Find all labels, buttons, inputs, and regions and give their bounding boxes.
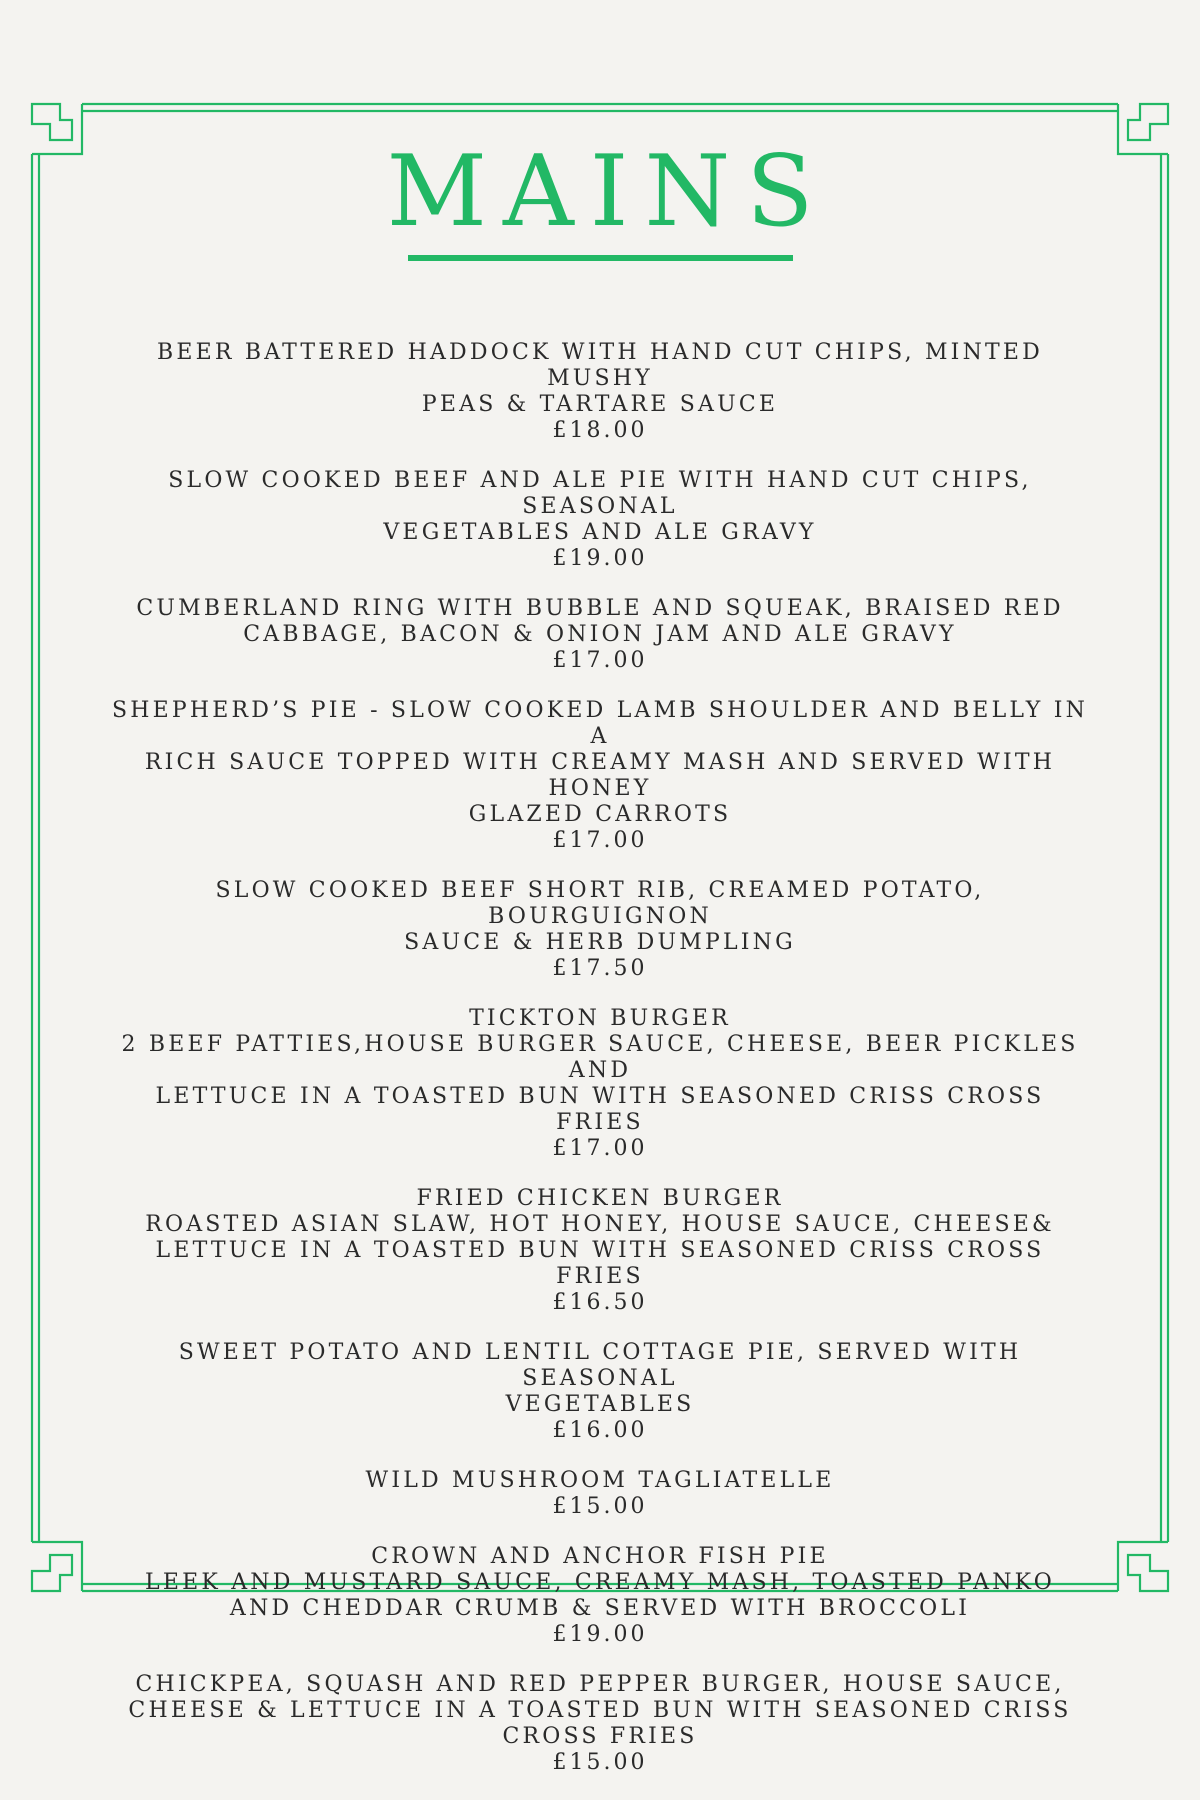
menu-item-price: £18.00 — [552, 418, 648, 443]
menu-item — [110, 340, 1090, 444]
menu-item-price: £16.50 — [552, 1290, 648, 1315]
menu-item-description: SWEET POTATO AND LENTIL COTTAGE PIE, SERVED WITH SEASONAL — [178, 1340, 1022, 1391]
menu-item — [110, 468, 1090, 572]
menu-item-description: CUMBERLAND RING WITH BUBBLE AND SQUEAK, BRAISED RED — [136, 596, 1064, 621]
page-title: MAINS — [386, 135, 830, 249]
menu-item-description: SHEPHERD’S PIE - SLOW COOKED LAMB SHOULDER AND BELLY IN A — [111, 698, 1089, 749]
menu-item — [110, 698, 1090, 854]
menu-item-description: TICKTON BURGER — [469, 1006, 731, 1031]
menu-item-description: VEGETABLES AND ALE GRAVY — [383, 520, 817, 545]
menu-item-price: £15.00 — [552, 1494, 648, 1519]
menu-item-price: £19.00 — [552, 1622, 648, 1647]
menu-item-description: FRIED CHICKEN BURGER — [416, 1186, 784, 1211]
menu-item-description: GLAZED CARROTS — [468, 802, 732, 827]
menu-item-price: £17.00 — [552, 648, 648, 673]
menu-item — [110, 1186, 1090, 1316]
menu-item — [110, 596, 1090, 674]
menu-item-description: SAUCE & HERB DUMPLING — [404, 930, 796, 955]
menu-item-description: CHICKPEA, SQUASH AND RED PEPPER BURGER, HOUSE SAUCE, — [135, 1672, 1065, 1697]
title-wrap — [0, 135, 1200, 249]
menu-item — [110, 1006, 1090, 1162]
menu-item-description: AND CHEDDAR CRUMB & SERVED WITH BROCCOLI — [229, 1596, 971, 1621]
title-underline — [408, 255, 793, 261]
menu-item-description: SLOW COOKED BEEF AND ALE PIE WITH HAND CUT CHIPS, SEASONAL — [168, 468, 1032, 519]
menu-item-price: £16.00 — [552, 1418, 648, 1443]
menu-item-description: 2 BEEF PATTIES,HOUSE BURGER SAUCE, CHEESE, BEER PICKLES AND — [121, 1032, 1079, 1083]
menu-item-description: WILD MUSHROOM TAGLIATELLE — [365, 1468, 835, 1493]
menu-item-price: £19.00 — [552, 546, 648, 571]
menu-item-description: LETTUCE IN A TOASTED BUN WITH SEASONED CRISS CROSS FRIES — [155, 1084, 1045, 1135]
menu-item-description: SLOW COOKED BEEF SHORT RIB, CREAMED POTATO, BOURGUIGNON — [215, 878, 985, 929]
menu-item-description: BEER BATTERED HADDOCK WITH HAND CUT CHIPS, MINTED MUSHY — [157, 340, 1043, 391]
menu-item — [110, 1672, 1090, 1776]
menu-item-description: CHEESE & LETTUCE IN A TOASTED BUN WITH SEASONED CRISS — [128, 1698, 1072, 1723]
menu-item — [110, 878, 1090, 982]
menu-item-description: ROASTED ASIAN SLAW, HOT HONEY, HOUSE SAUCE, CHEESE& — [145, 1212, 1055, 1237]
menu-list — [110, 340, 1090, 1800]
menu-item-price: £17.00 — [552, 828, 648, 853]
menu-item-price: £17.00 — [552, 1136, 648, 1161]
menu-item-description: LETTUCE IN A TOASTED BUN WITH SEASONED CRISS CROSS FRIES — [155, 1238, 1045, 1289]
menu-item — [110, 1468, 1090, 1520]
menu-item-description: PEAS & TARTARE SAUCE — [421, 392, 779, 417]
menu-item-price: £15.00 — [552, 1750, 648, 1775]
menu-item-description: VEGETABLES — [505, 1392, 695, 1417]
menu-item-description: CROSS FRIES — [502, 1724, 698, 1749]
menu-item-description: LEEK AND MUSTARD SAUCE, CREAMY MASH, TOASTED PANKO — [145, 1570, 1055, 1595]
menu-item — [110, 1340, 1090, 1444]
menu-item-description: RICH SAUCE TOPPED WITH CREAMY MASH AND SERVED WITH HONEY — [144, 750, 1056, 801]
menu-item-description: CABBAGE, BACON & ONION JAM AND ALE GRAVY — [243, 622, 957, 647]
menu-item — [110, 1544, 1090, 1648]
menu-item-description: CROWN AND ANCHOR FISH PIE — [371, 1544, 829, 1569]
menu-item-price: £17.50 — [552, 956, 648, 981]
